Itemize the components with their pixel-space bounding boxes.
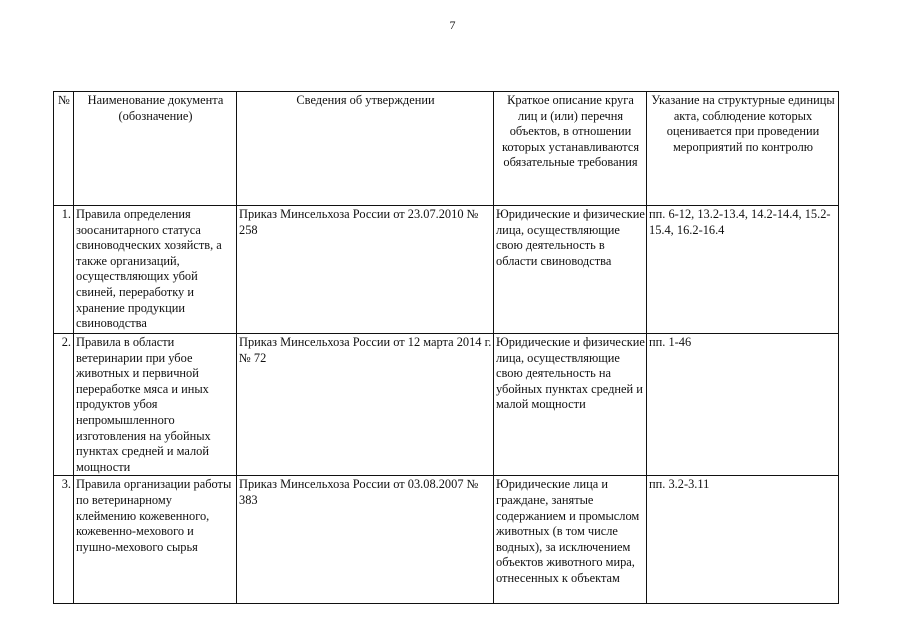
- table-header-row: [54, 92, 839, 206]
- units-cell: пп. 3.2-3.11: [647, 476, 839, 604]
- units-cell: пп. 1-46: [647, 334, 839, 476]
- row-number: 1.: [54, 206, 74, 334]
- header-scope-description: Краткое описание круга лиц и (или) перечня объектов, в отношении которых устанавливаются обязательные требования: [494, 92, 647, 206]
- row-number: 2.: [54, 334, 74, 476]
- page-number: 7: [449, 18, 456, 32]
- approval-cell: Приказ Минсельхоза России от 12 марта 2014 г. № 72: [237, 334, 494, 476]
- document-name-cell: Правила в области ветеринарии при убое животных и первичной переработке мяса и иных продуктов убоя непромышленного изготовления на убойных пунктах средней и малой мощности: [74, 334, 237, 476]
- document-name-cell: Правила определения зоосанитарного статуса свиноводческих хозяйств, а также организаций, осуществляющих убой свиней, переработку и хранение продукции свиноводства: [74, 206, 237, 334]
- scope-cell: Юридические и физические лица, осуществляющие свою деятельность на убойных пунктах средней и малой мощности: [494, 334, 647, 476]
- units-cell: пп. 6-12, 13.2-13.4, 14.2-14.4, 15.2-15.4, 16.2-16.4: [647, 206, 839, 334]
- scope-cell: Юридические и физические лица, осуществляющие свою деятельность в области свиноводства: [494, 206, 647, 334]
- table-row: [54, 206, 839, 334]
- table-row: [54, 334, 839, 476]
- header-structural-units: Указание на структурные единицы акта, соблюдение которых оценивается при проведении мероприятий по контролю: [647, 92, 839, 206]
- scope-cell: Юридические лица и граждане, занятые содержанием и промыслом животных (в том числе водных), за исключением объектов животного мира, отнесенных к объектам: [494, 476, 647, 604]
- row-number: 3.: [54, 476, 74, 604]
- approval-cell: Приказ Минсельхоза России от 23.07.2010 № 258: [237, 206, 494, 334]
- document-name-cell: Правила организации работы по ветеринарному клеймению кожевенного, кожевенно-мехового и пушно-мехового сырья: [74, 476, 237, 604]
- header-num: №: [54, 92, 74, 206]
- header-approval-info: Сведения об утверждении: [237, 92, 494, 206]
- requirements-table: [53, 91, 839, 604]
- header-document-name: Наименование документа (обозначение): [74, 92, 237, 206]
- table-row: [54, 476, 839, 604]
- approval-cell: Приказ Минсельхоза России от 03.08.2007 № 383: [237, 476, 494, 604]
